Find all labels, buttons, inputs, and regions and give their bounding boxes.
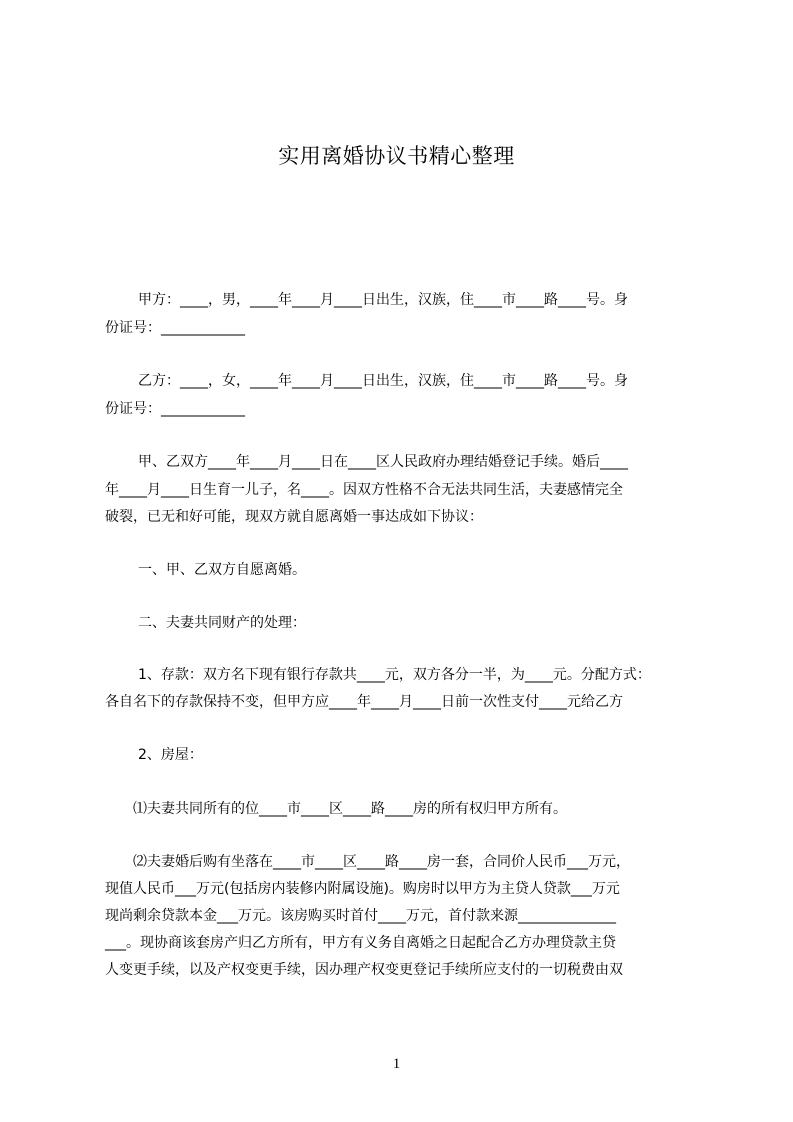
house-item-2-line-3: 现尚剩余贷款本金___万元。该房购买时首付____万元，首付款来源______________ — [105, 908, 616, 924]
party-a-line-2: 份证号：____________ — [105, 320, 245, 336]
house-item-2-line-2: 现值人民币___万元(包括房内装修内附属设施)。购房时以甲方为主贷人贷款___万元 — [105, 881, 620, 897]
party-b-line-2: 份证号：____________ — [105, 401, 245, 417]
clause-2: 二、夫妻共同财产的处理： — [138, 615, 306, 631]
party-b-line-1: 乙方：____，女，____年____月____日出生，汉族，住____市____路____号。身 — [138, 373, 628, 389]
clause-1: 一、甲、乙双方自愿离婚。 — [138, 562, 306, 578]
intro-line-1: 甲、乙双方____年____月____日在____区人民政府办理结婚登记手续。婚后____ — [138, 454, 628, 470]
intro-line-2: 年____月____日生育一儿子，名____。因双方性格不合无法共同生活，夫妻感情完全 — [105, 482, 623, 498]
house-heading: 2、房屋： — [138, 747, 203, 763]
house-item-2-line-5: 人变更手续，以及产权变更手续，因办理产权变更登记手续所应支付的一切税费由双 — [105, 962, 623, 978]
deposit-line-2: 各自名下的存款保持不变，但甲方应____年____月____日前一次性支付____元给乙方 — [105, 694, 623, 710]
deposit-line-1: 1、存款：双方名下现有银行存款共____元，双方各分一半，为____元。分配方式： — [138, 667, 651, 683]
document-title: 实用离婚协议书精心整理 — [278, 144, 515, 168]
house-item-1: ⑴夫妻共同所有的位____市____区____路____房的所有权归甲方所有。 — [133, 801, 567, 817]
page-number: 1 — [392, 1056, 401, 1072]
house-item-2-line-1: ⑵夫妻婚后购有坐落在____市____区____路____房一套，合同价人民币___万元， — [133, 854, 630, 870]
house-item-2-line-4: ___。现协商该套房产归乙方所有，甲方有义务自离婚之日起配合乙方办理贷款主贷 — [105, 935, 616, 951]
party-a-line-1: 甲方：____，男，____年____月____日出生，汉族，住____市____路____号。身 — [138, 292, 628, 308]
intro-line-3: 破裂，已无和好可能，现双方就自愿离婚一事达成如下协议： — [105, 509, 483, 525]
